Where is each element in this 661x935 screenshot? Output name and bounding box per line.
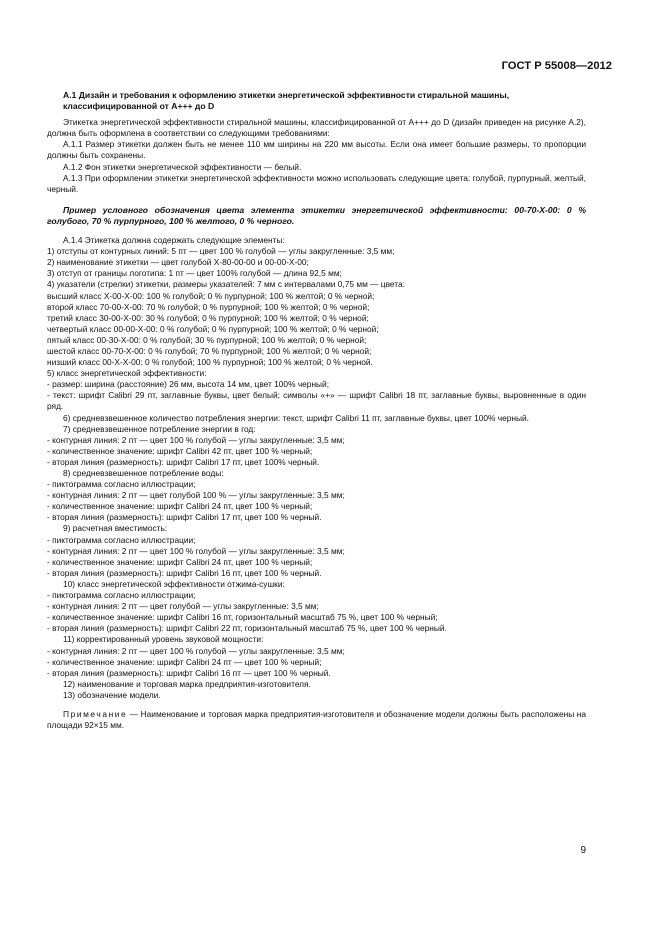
sub-item: - вторая линия (размерность): шрифт Calibri 16 пт — цвет 100 % черный. — [47, 667, 331, 678]
list-item: 10) класс энергетической эффективности отжима-сушки: — [63, 578, 285, 589]
sub-item: - вторая линия (размерность): шрифт Calibri 17 пт, цвет 100% черный. — [47, 456, 320, 467]
list-item: 1) отступы от контурных линий: 5 пт — цвет 100 % голубой — углы закругленные: 3,5 мм; — [47, 246, 395, 257]
requirement-a11: А.1.1 Размер этикетки должен быть не менее 110 мм ширины на 220 мм высоты. Если она имеет большие размеры, то пропорции должны быть сохранены. — [47, 139, 586, 161]
sub-item: - пиктограмма согласно иллюстрации; — [47, 534, 196, 545]
sub-item: - пиктограмма согласно иллюстрации; — [47, 590, 196, 601]
sub-item: - количественное значение: шрифт Calibri 24 пт — цвет 100 % черный; — [47, 656, 322, 667]
sub-item: - контурная линия: 2 пт — цвет голубой 100 % — углы закругленные: 3,5 мм; — [47, 490, 345, 501]
requirement-a14: А.1.4 Этикетка должна содержать следующие элементы: — [63, 235, 285, 246]
note-paragraph — [47, 709, 586, 731]
list-item: 2) наименование этикетки — цвет голубой Х-80-00-00 и 00-00-Х-00; — [47, 257, 309, 268]
note-text: — Наименование и торговая марка предприятия-изготовителя и обозначение модели должны быть расположены на площади 92×15 мм. — [47, 708, 586, 731]
list-item: 4) указатели (стрелки) этикетки, размеры указателей: 7 мм с интервалами 0,75 мм — цвета: — [47, 279, 405, 290]
sub-item: - пиктограмма согласно иллюстрации; — [47, 479, 196, 490]
sub-item: - вторая линия (размерность): шрифт Calibri 22 пт, горизонтальный масштаб 75 %, цвет 100 % черный. — [47, 623, 447, 634]
note-label: Примечание — [63, 708, 128, 719]
sub-item: - текст: шрифт Calibri 29 пт, заглавные буквы, цвет белый; символы «+» — шрифт Calibri 18 пт, заглавные буквы, выровненные в один ряд. — [47, 390, 586, 412]
list-item: 7) средневзвешенное потребление энергии в год: — [63, 423, 256, 434]
list-item: 6) средневзвешенное количество потребления энергии: текст, шрифт Calibri 11 пт, заглавные буквы, цвет 100% черный. — [63, 412, 530, 423]
sub-item: - количественное значение: шрифт Calibri 42 пт, цвет 100 % черный; — [47, 445, 313, 456]
document-body — [47, 90, 586, 731]
list-item: 9) расчетная вместимость: — [63, 523, 168, 534]
sub-item: - контурная линия: 2 пт — цвет голубой — углы закругленные: 3,5 мм; — [47, 601, 319, 612]
sub-item: - количественное значение: шрифт Calibri 24 пт, цвет 100 % черный; — [47, 501, 313, 512]
list-item: 11) корректированный уровень звуковой мощности: — [63, 634, 264, 645]
document-header: ГОСТ Р 55008—2012 — [501, 60, 612, 72]
list-item: 13) обозначение модели. — [63, 689, 161, 700]
sub-item: - количественное значение: шрифт Calibri 24 пт, цвет 100 % черный; — [47, 556, 313, 567]
class-item: третий класс 30-00-Х-00: 30 % голубой; 0 % пурпурной; 100 % желтой; 0 % черной; — [47, 312, 369, 323]
intro-paragraph: Этикетка энергетической эффективности стиральной машины, классифицированной от А+++ до D (дизайн приведен на рисунке А.2), должна быть оформлена в соответствии со следующими требованиями: — [47, 117, 586, 139]
class-item: высший класс Х-00-Х-00: 100 % голубой; 0 % пурпурной; 100 % желтой; 0 % черной; — [47, 290, 375, 301]
page-number: 9 — [580, 845, 586, 856]
list-item: 5) класс энергетической эффективности: — [47, 368, 207, 379]
sub-item: - контурная линия: 2 пт — цвет 100 % голубой — углы закругленные: 3,5 мм; — [47, 545, 345, 556]
class-item: пятый класс 00-30-Х-00: 0 % голубой; 30 % пурпурной; 100 % желтой; 0 % черной; — [47, 334, 367, 345]
list-item: 12) наименование и торговая марка предприятия-изготовителя. — [63, 678, 311, 689]
sub-item: - количественное значение: шрифт Calibri 16 пт, горизонтальный масштаб 75 %, цвет 100 % черный; — [47, 612, 438, 623]
requirement-a13: А.1.3 При оформлении этикетки энергетической эффективности можно использовать следующие цвета: голубой, пурпурный, желтый, черный. — [47, 172, 586, 194]
sub-item: - контурная линия: 2 пт — цвет 100 % голубой — углы закругленные: 3,5 мм; — [47, 434, 345, 445]
requirement-a12: А.1.2 Фон этикетки энергетической эффективности — белый. — [63, 161, 302, 172]
class-item: четвертый класс 00-00-Х-00: 0 % голубой; 0 % пурпурной; 100 % желтой; 0 % черной; — [47, 323, 379, 334]
class-item: шестой класс 00-70-Х-00: 0 % голубой; 70 % пурпурной; 100 % желтой; 0 % черной; — [47, 345, 372, 356]
class-item: низший класс 00-Х-Х-00: 0 % голубой; 100 % пурпурной; 100 % желтой; 0 % черной. — [47, 357, 373, 368]
sub-item: - вторая линия (размерность): шрифт Calibri 16 пт, цвет 100 % черный. — [47, 567, 322, 578]
example-paragraph: Пример условного обозначения цвета элемента этикетки энергетической эффективности: 00-70-Х-00: 0 % голубого, 70 % пурпурного, 100 % желтого, 0 % черного. — [47, 204, 586, 226]
list-item: 3) отступ от границы логотипа: 1 пт — цвет 100% голубой — длина 92,5 мм; — [47, 268, 342, 279]
list-item: 8) средневзвешенное потребление воды: — [63, 468, 224, 478]
section-title: А.1 Дизайн и требования к оформлению этикетки энергетической эффективности стиральной машины, классифицированной от А+++ до D — [63, 90, 510, 112]
sub-item: - контурная линия: 2 пт — цвет 100 % голубой — углы закругленные: 3,5 мм; — [47, 645, 345, 656]
sub-item: - размер: ширина (расстояние) 26 мм, высота 14 мм, цвет 100% черный; — [47, 379, 330, 390]
class-item: второй класс 70-00-Х-00: 70 % голубой; 0 % пурпурной; 100 % желтой; 0 % черной; — [47, 301, 370, 312]
sub-item: - вторая линия (размерность): шрифт Calibri 17 пт, цвет 100 % черный. — [47, 512, 322, 523]
